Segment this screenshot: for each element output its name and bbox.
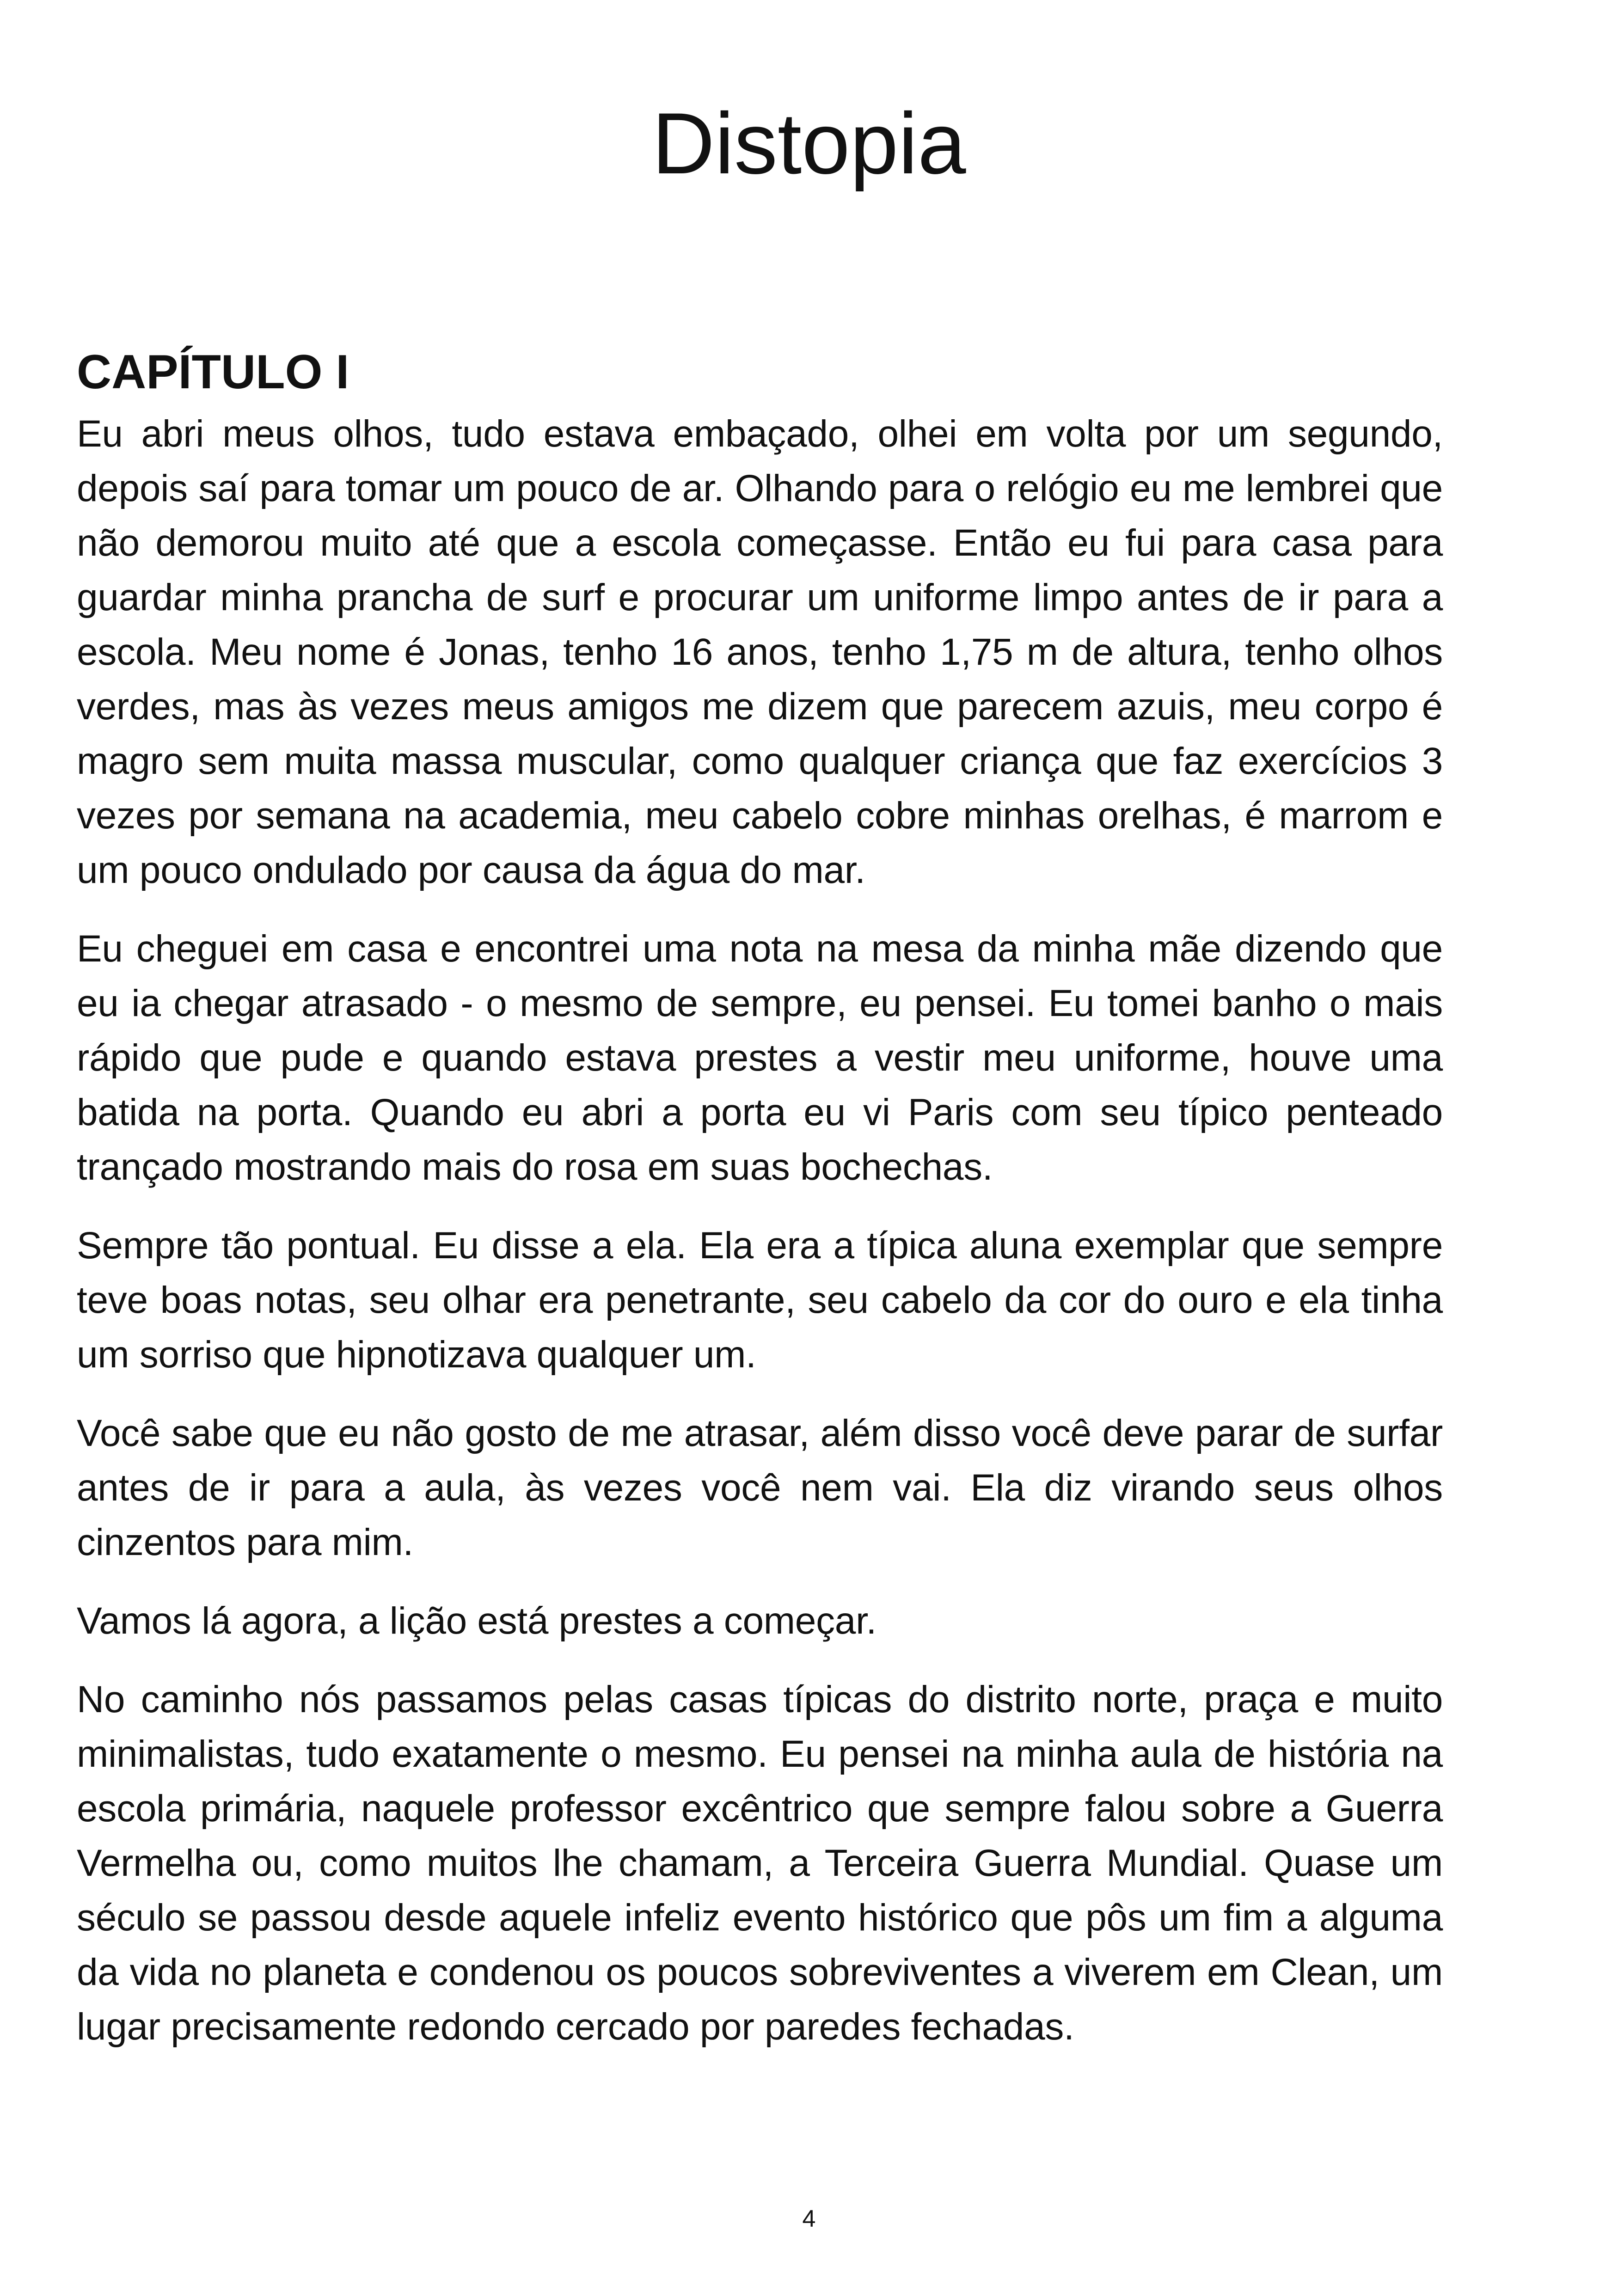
paragraph: Vamos lá agora, a lição está prestes a começar.	[77, 1600, 877, 1642]
chapter-body	[77, 342, 1443, 2078]
paragraph: Sempre tão pontual. Eu disse a ela. Ela era a típica aluna exemplar que sempre teve boas notas, seu olhar era penetrante, seu cabelo da cor do ouro e ela tinha um sorriso que hipnotizava qualquer um.	[77, 1225, 1443, 1376]
page-number: 4	[802, 2205, 816, 2232]
paragraph: Eu cheguei em casa e encontrei uma nota na mesa da minha mãe dizendo que eu ia chegar atrasado - o mesmo de sempre, eu pensei. Eu tomei banho o mais rápido que pude e quando estava prestes a vestir meu uniforme, houve uma batida na porta. Quando eu abri a porta eu vi Paris com seu típico penteado trançado mostrando mais do rosa em suas bochechas.	[77, 928, 1443, 1188]
book-title: Distopia	[652, 95, 966, 192]
paragraph: Você sabe que eu não gosto de me atrasar, além disso você deve parar de surfar antes de ir para a aula, às vezes você nem vai. Ela diz virando seus olhos cinzentos para mim.	[77, 1412, 1443, 1563]
chapter-heading: CAPÍTULO I	[77, 345, 349, 399]
paragraph: No caminho nós passamos pelas casas típicas do distrito norte, praça e muito minimalistas, tudo exatamente o mesmo. Eu pensei na minha aula de história na escola primária, naquele professor excêntrico que sempre falou sobre a Guerra Vermelha ou, como muitos lhe chamam, a Terceira Guerra Mundial. Quase um século se passou desde aquele infeliz evento histórico que pôs um fim a alguma da vida no planeta e condenou os poucos sobreviventes a viverem em Clean, um lugar precisamente redondo cercado por paredes fechadas.	[77, 1678, 1443, 2048]
paragraph: Eu abri meus olhos, tudo estava embaçado, olhei em volta por um segundo, depois saí para tomar um pouco de ar. Olhando para o relógio eu me lembrei que não demorou muito até que a escola começasse. Então eu fui para casa para guardar minha prancha de surf e procurar um uniforme limpo antes de ir para a escola. Meu nome é Jonas, tenho 16 anos, tenho 1,75 m de altura, tenho olhos verdes, mas às vezes meus amigos me dizem que parecem azuis, meu corpo é magro sem muita massa muscular, como qualquer criança que faz exercícios 3 vezes por semana na academia, meu cabelo cobre minhas orelhas, é marrom e um pouco ondulado por causa da água do mar.	[77, 413, 1443, 891]
